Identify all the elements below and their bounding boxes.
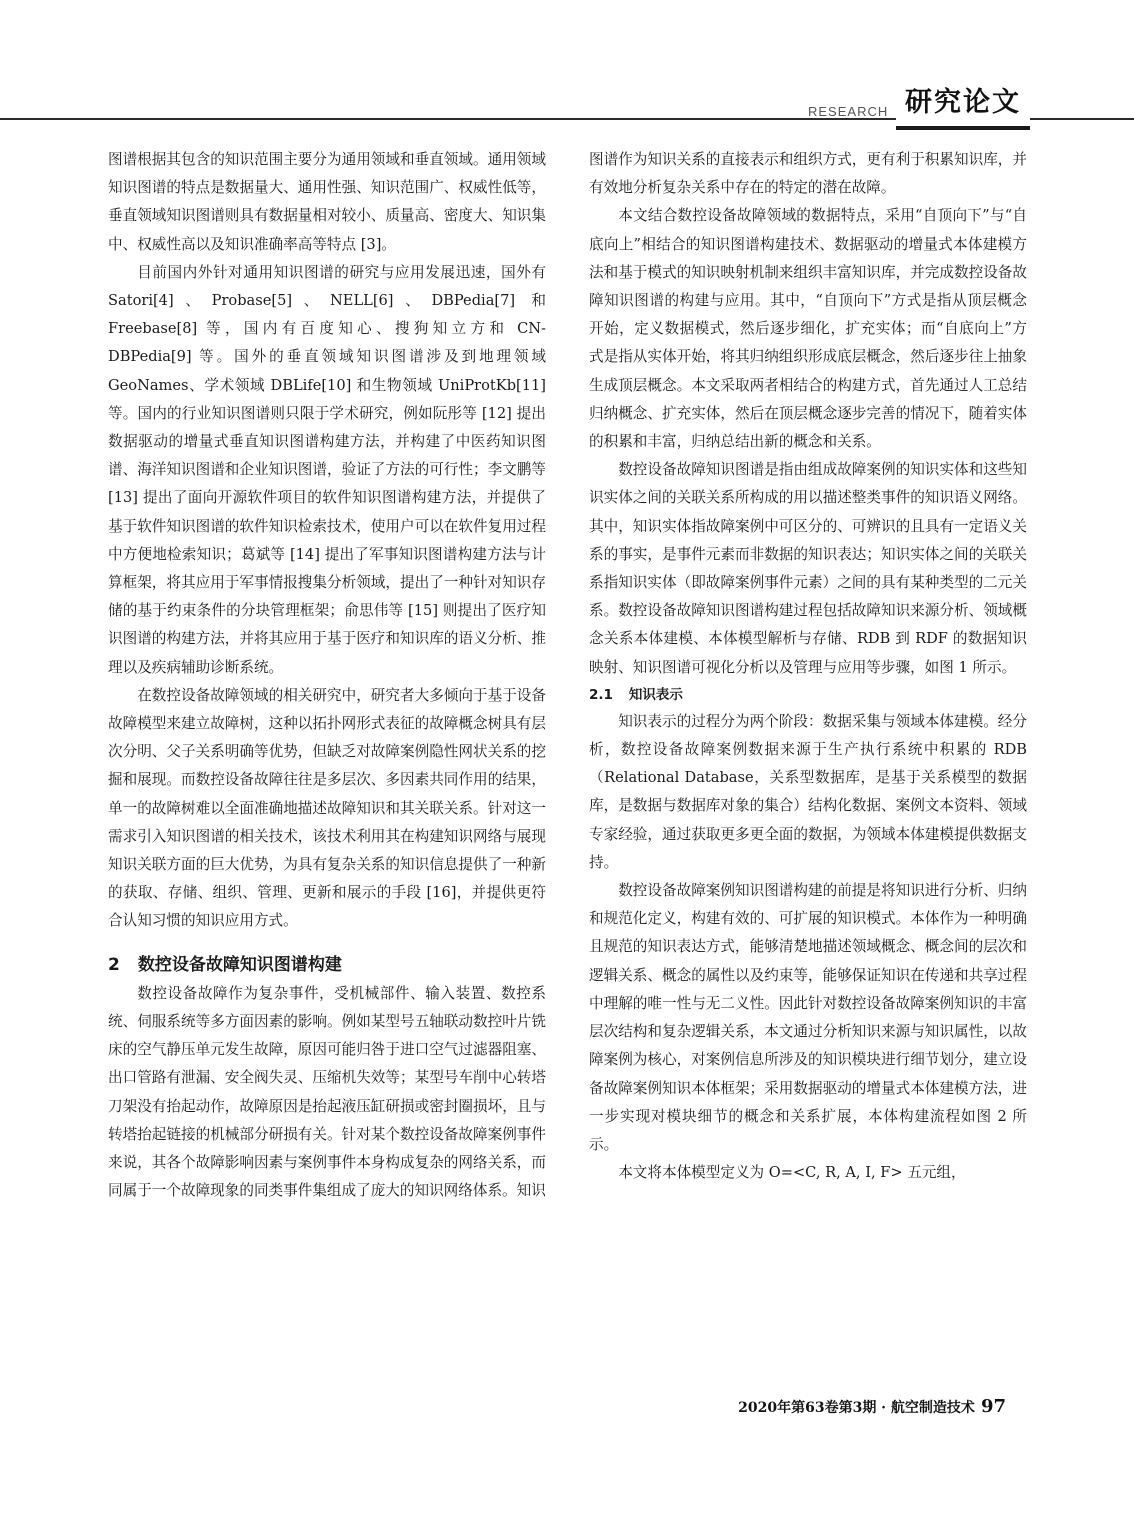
paragraph: 数控设备故障知识图谱是指由组成故障案例的知识实体和这些知识实体之间的关联关系所构成的用以描述整类事件的知识语义网络。其中，知识实体指故障案例中可区分的、可辨识的且具有一定语义关系的事实，是事件元素而非数据的知识表达；知识实体之间的关联关系指知识实体（即故障案例事件元素）之间的具有某种类型的二元关系。数控设备故障知识图谱构建过程包括故障知识来源分析、领域概念关系本体建模、本体模型解析与存储、RDB 到 RDF 的数据知识映射、知识图谱可视化分析以及管理与应用等步骤，如图 1 所示。 — [589, 461, 1027, 676]
paragraph: 本文结合数控设备故障领域的数据特点，采用“自顶向下”与“自底向上”相结合的知识图谱构建技术、数据驱动的增量式本体建模方法和基于模式的知识映射机制来组织丰富知识库，并完成数控设备故障知识图谱的构建与应用。其中，“自顶向下”方式是指从顶层概念开始，定义数据模式，然后逐步细化，扩充实体；而“自底向上”方式是指从实体开始，将其归纳组织形成底层概念，然后逐步往上抽象生成顶层概念。本文采取两者相结合的构建方式，首先通过人工总结归纳概念、扩充实体，然后在顶层概念逐步完善的情况下，随着实体的积累和丰富，归纳总结出新的概念和关系。 — [589, 207, 1027, 451]
paragraph: 图谱作为知识关系的直接表示和组织方式，更有利于积累知识库，并有效地分析复杂关系中存在的特定的潜在故障。 — [589, 151, 1027, 197]
paragraph: 目前国内外针对通用知识图谱的研究与应用发展迅速，国外有 Satori[4]、Probase[5]、NELL[6]、DBPedia[7] 和 Freebase[8] 等，国内有百度知心、搜狗知立方和 CN-DBPedia[9] 等。国外的垂直领域知识图谱涉及到地理领域 GeoNames、学术领域 DBLife[10] 和生物领域 UniProtKb[11] 等。国内的行业知识图谱则只限于学术研究，例如阮彤等 [12] 提出数据驱动的增量式垂直知识图谱构建方法，并构建了中医药知识图谱、海洋知识图谱和企业知识图谱，验证了方法的可行性；李文鹏等 [13] 提出了面向开源软件项目的软件知识图谱构建方法，并提供了基于软件知识图谱的软件知识检索技术，使用户可以在软件复用过程中方便地检索知识；葛斌等 [14] 提出了军事知识图谱构建方法与计算框架，将其应用于军事情报搜集分析领域，提出了一种针对知识存储的基于约束条件的分块管理框架；俞思伟等 [15] 则提出了医疗知识图谱的构建方法，并将其应用于基于医疗和知识库的语义分析、推理以及疾病辅助诊断系统。 — [108, 263, 546, 676]
paragraph: 本文将本体模型定义为 O=<C, R, A, I, F> 五元组， — [618, 1164, 966, 1182]
paragraph: 图谱根据其包含的知识范围主要分为通用领域和垂直领域。通用领域知识图谱的特点是数据量大、通用性强、知识范围广、权威性低等，垂直领域知识图谱则具有数据量相对较小、质量高、密度大、知识集中、权威性高以及知识准确率高等特点 [3]。 — [108, 151, 546, 253]
paragraph: 在数控设备故障领域的相关研究中，研究者大多倾向于基于设备故障模型来建立故障树，这种以拓扑网形式表征的故障概念树具有层次分明、父子关系明确等优势，但缺乏对故障案例隐性网状关系的挖掘和展现。而数控设备故障往往是多层次、多因素共同作用的结果，单一的故障树难以全面准确地描述故障知识和其关联关系。针对这一需求引入知识图谱的相关技术，该技术利用其在构建知识网络与展现知识关联方面的巨大优势，为具有复杂关系的知识信息提供了一种新的获取、存储、组织、管理、更新和展示的手段 [16]，并提供更符合认知习惯的知识应用方式。 — [108, 686, 546, 930]
section-number: 2 — [108, 954, 120, 975]
paragraph: 知识表示的过程分为两个阶段：数据采集与领域本体建模。经分析，数控设备故障案例数据来源于生产执行系统中积累的 RDB（Relational Database，关系型数据库，是基于关系模型的数据库，是数据与数据库对象的集合）结构化数据、案例文本资料、领域专家经验，通过获取更多更全面的数据，为领域本体建模提供数据支持。 — [589, 712, 1027, 871]
paragraph: 数控设备故障案例知识图谱构建的前提是将知识进行分析、归纳和规范化定义，构建有效的、可扩展的知识模式。本体作为一种明确且规范的知识表达方式，能够清楚地描述领域概念、概念间的层次和逻辑关系、概念的属性以及约束等，能够保证知识在传递和共享过程中理解的唯一性与无二义性。因此针对数控设备故障案例知识的丰富层次结构和复杂逻辑关系，本文通过分析知识来源与知识属性，以故障案例为核心，对案例信息所涉及的知识模块进行细节划分，建立设备故障案例知识本体框架；采用数据驱动的增量式本体建模方法，进一步实现对模块细节的概念和关系扩展，本体构建流程如图 2 所示。 — [589, 882, 1027, 1153]
page-footer — [738, 1396, 1006, 1417]
right-column — [589, 146, 1027, 1187]
subsection-heading — [589, 682, 1027, 708]
subsection-number: 2.1 — [589, 686, 613, 703]
section-label-zh: 研究论文 — [896, 84, 1030, 130]
subsection-title: 知识表示 — [628, 686, 683, 703]
section-title: 数控设备故障知识图谱构建 — [137, 954, 342, 975]
section-heading — [108, 952, 546, 978]
left-column — [108, 146, 546, 1205]
journal-info: 2020年第63卷第3期 · 航空制造技术 — [738, 1400, 975, 1416]
section-label-en: RESEARCH — [808, 104, 889, 119]
page-number: 97 — [980, 1396, 1006, 1417]
paragraph: 数控设备故障作为复杂事件，受机械部件、输入装置、数控系统、伺服系统等多方面因素的影响。例如某型号五轴联动数控叶片铣床的空气静压单元发生故障，原因可能归咎于进口空气过滤器阻塞、出口管路有泄漏、安全阀失灵、压缩机失效等；某型号车削中心转塔刀架没有抬起动作，故障原因是抬起液压缸研损或密封圈损坏，且与转塔抬起链接的机械部分研损有关。针对某个数控设备故障案例事件来说，其各个故障影响因素与案例事件本身构成复杂的网络关系，而同属于一个故障现象的同类事件集组成了庞大的知识网络体系。知识 — [108, 984, 546, 1200]
